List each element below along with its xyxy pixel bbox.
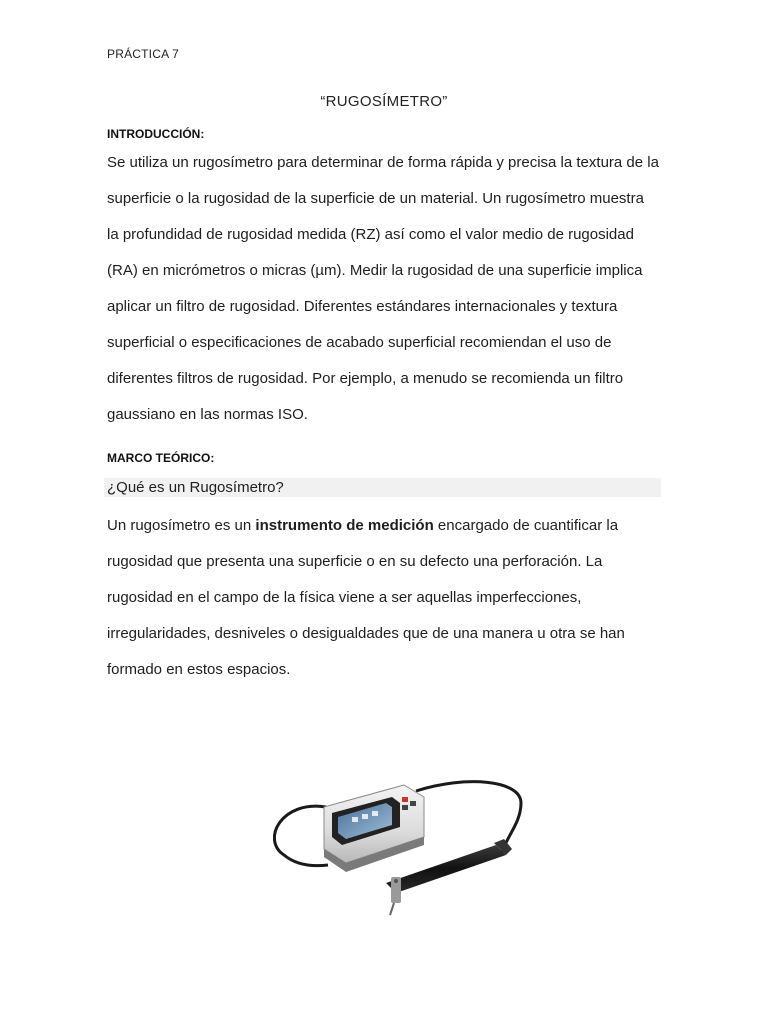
stylus-tip xyxy=(390,903,394,915)
paragraph-line xyxy=(107,508,667,544)
paragraph-line: la profundidad de rugosidad medida (RZ) así como el valor medio de rugosidad xyxy=(107,226,634,243)
line-text: Un rugosímetro es un xyxy=(107,517,256,534)
paragraph-line: diferentes filtros de rugosidad. Por ejemplo, a menudo se recomienda un filtro xyxy=(107,370,624,387)
stylus-screw xyxy=(394,879,398,883)
introduccion-paragraph xyxy=(107,145,667,433)
paragraph-line: formado en estos espacios. xyxy=(107,661,291,678)
paragraph-line: aplicar un filtro de rugosidad. Diferentes estándares internacionales y textura xyxy=(107,298,618,315)
paragraph-line: Se utiliza un rugosímetro para determinar de forma rápida y precisa la textura de la xyxy=(107,154,659,171)
screen-key xyxy=(362,814,368,819)
device-button xyxy=(402,797,408,802)
paragraph-line: rugosidad que presenta una superficie o en su defecto una perforación. La xyxy=(107,553,603,570)
rugosimetro-paragraph xyxy=(107,508,667,688)
device-button xyxy=(410,801,416,806)
screen-key xyxy=(372,811,378,816)
paragraph-line: superficie o la rugosidad de la superficie de un material. Un rugosímetro muestra xyxy=(107,190,644,207)
paragraph-line: rugosidad en el campo de la física viene a ser aquellas imperfecciones, xyxy=(107,589,582,606)
document-title: “RUGOSÍMETRO” xyxy=(320,93,448,110)
paragraph-line: irregularidades, desniveles o desigualdades que de una manera u otra se han xyxy=(107,625,625,642)
introduccion-heading: INTRODUCCIÓN: xyxy=(107,127,205,141)
device-button xyxy=(402,805,408,810)
paragraph-line: gaussiano en las normas ISO. xyxy=(107,406,308,423)
marco-teorico-heading: MARCO TEÓRICO: xyxy=(107,451,215,465)
cable-shape xyxy=(274,806,328,866)
practice-header: PRÁCTICA 7 xyxy=(107,47,180,61)
question-subheading: ¿Qué es un Rugosímetro? xyxy=(107,479,284,496)
bold-term: instrumento de medición xyxy=(255,517,434,534)
paragraph-line: (RA) en micrómetros o micras (µm). Medir la rugosidad de una superficie implica xyxy=(107,262,643,279)
paragraph-line: superficial o especificaciones de acabado superficial recomiendan el uso de xyxy=(107,334,612,351)
probe-body xyxy=(386,845,506,893)
roughness-tester-image xyxy=(266,745,530,917)
line-text: encargado de cuantificar la xyxy=(433,517,619,534)
screen-key xyxy=(352,817,358,822)
